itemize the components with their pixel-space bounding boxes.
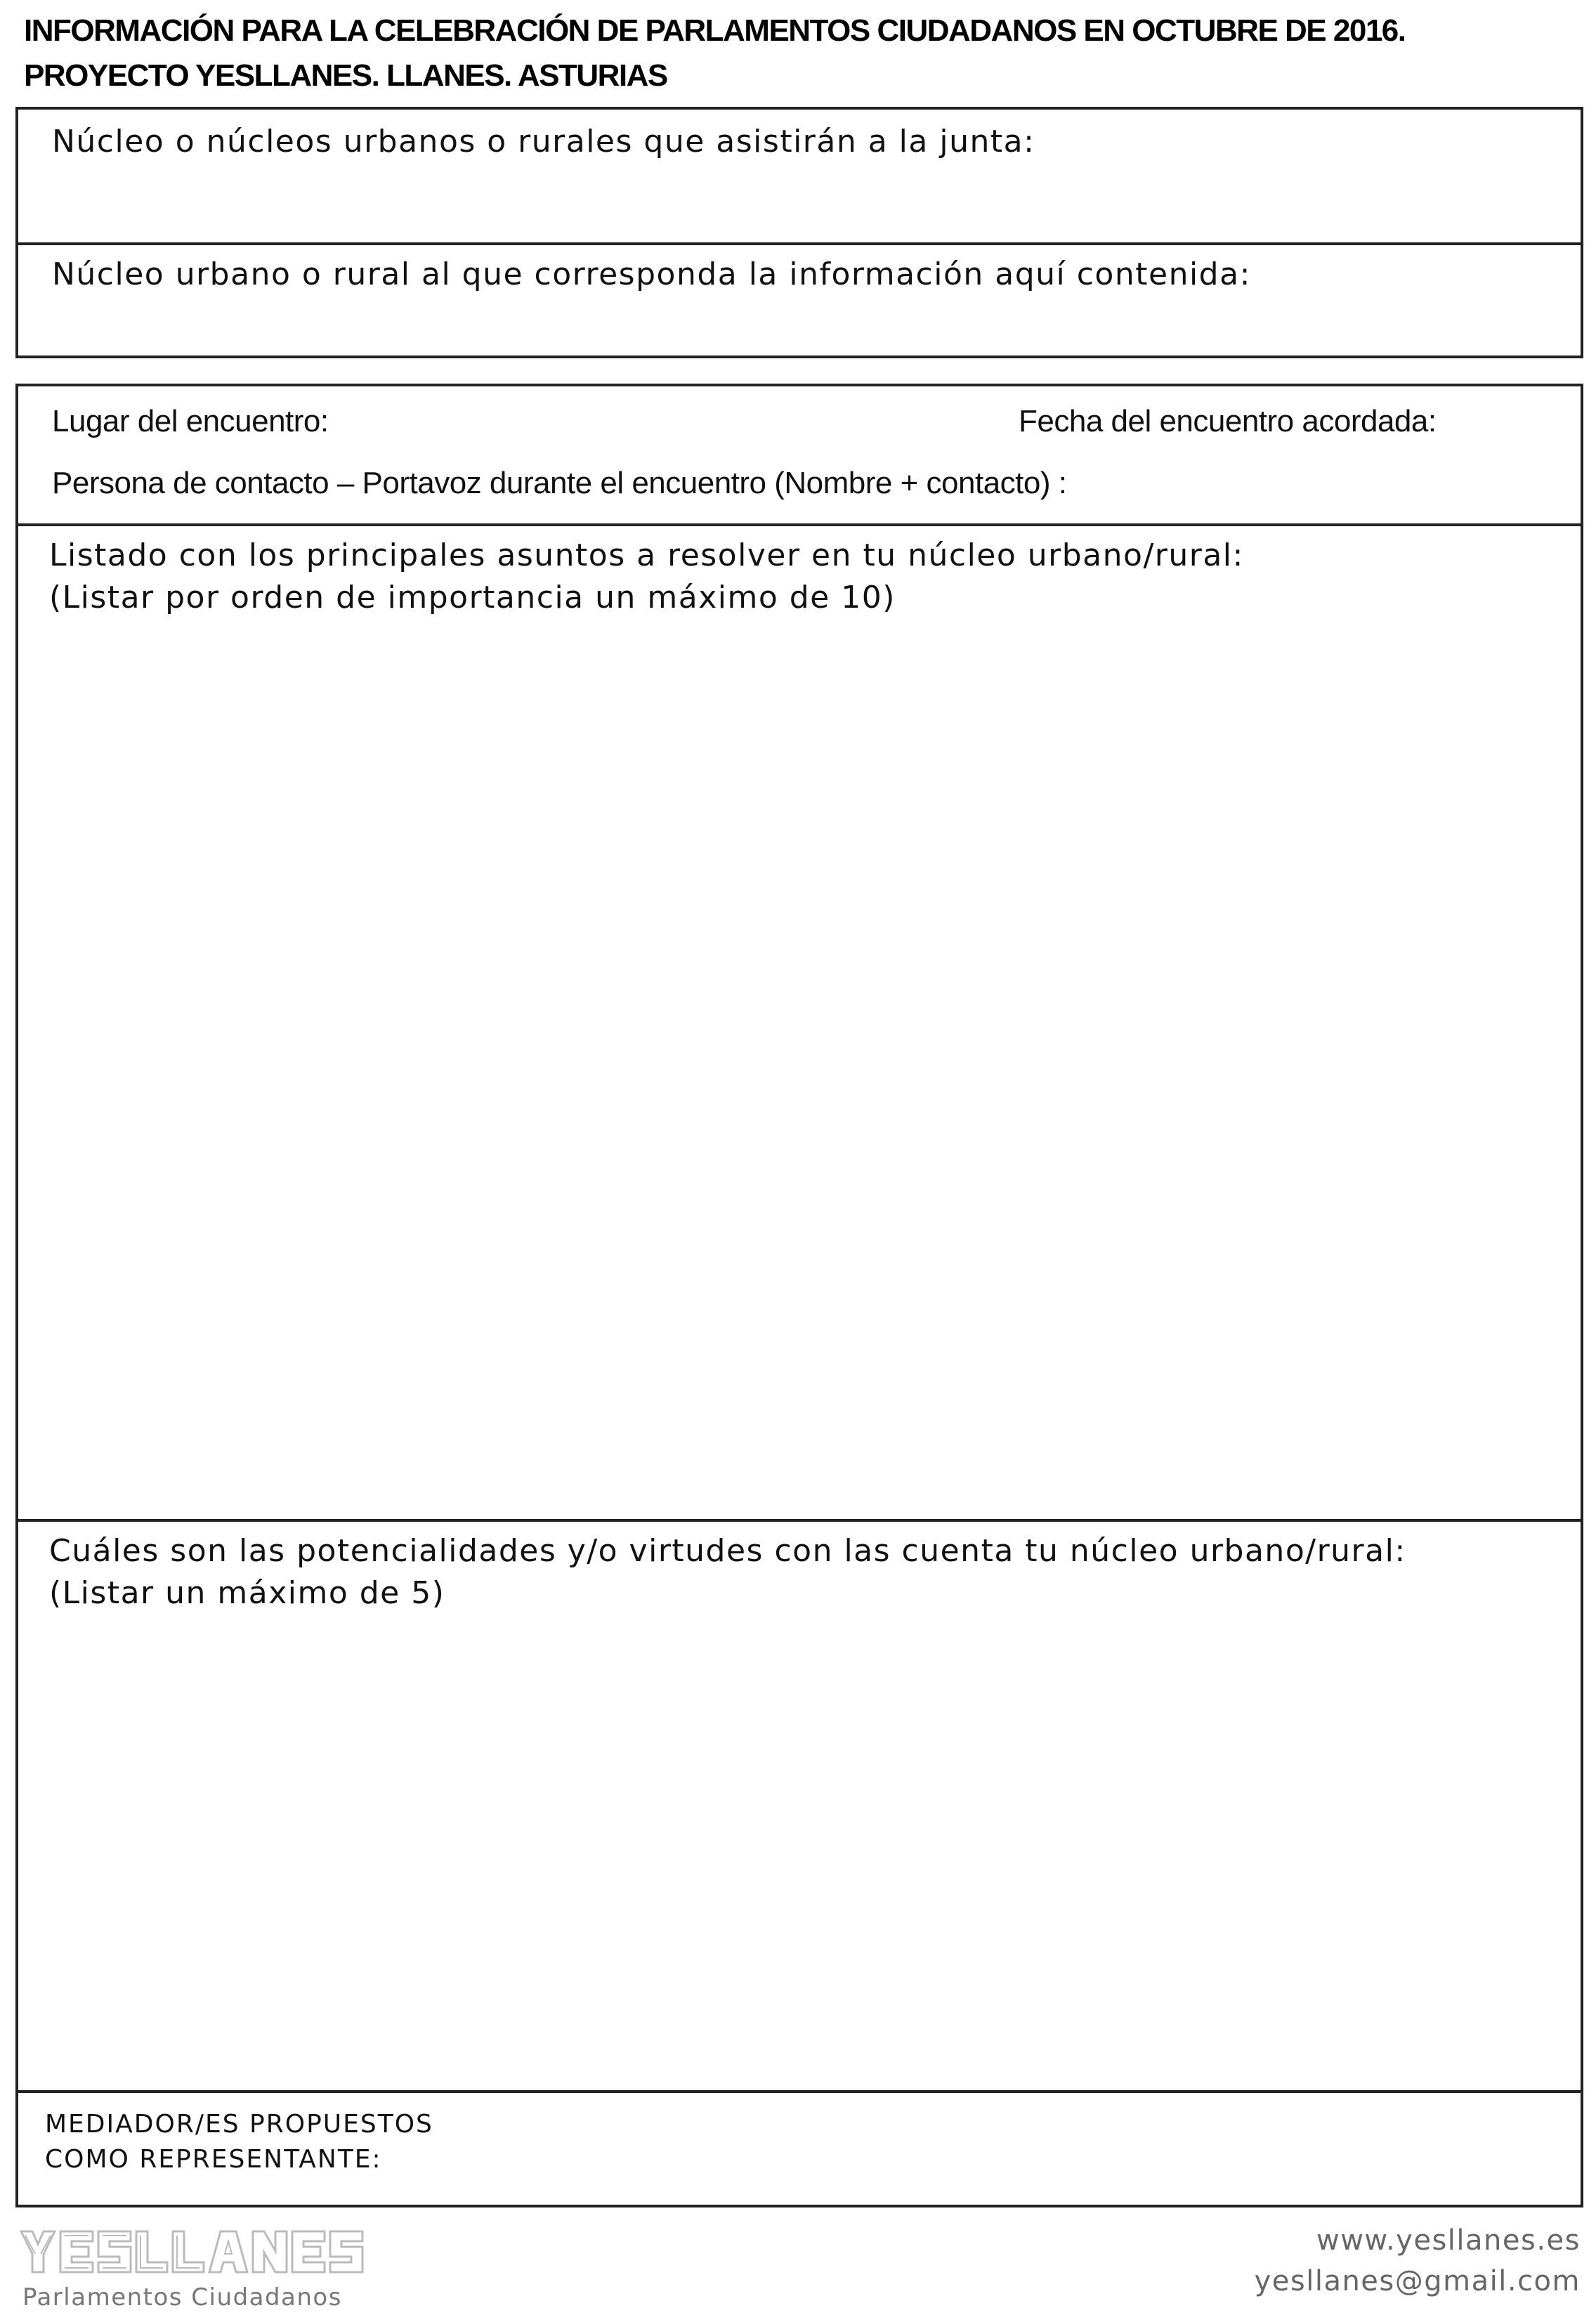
email-link[interactable]: yesllanes@gmail.com — [1254, 2265, 1581, 2297]
meeting-details-row — [18, 386, 1581, 523]
place-label: Lugar del encuentro: — [52, 404, 329, 438]
title-line-2: PROYECTO YESLLANES. LLANES. ASTURIAS — [24, 58, 667, 93]
info-nucleus-row — [18, 242, 1581, 356]
strengths-section — [18, 1519, 1581, 2090]
page-title — [24, 8, 1569, 98]
footer-contact — [1255, 2220, 1581, 2302]
issues-section — [18, 523, 1581, 1519]
info-nucleus-label: Núcleo urbano o rural al que corresponda la información aquí contenida: — [52, 256, 1251, 292]
date-label: Fecha del encuentro acordada: — [1019, 404, 1437, 438]
website-link[interactable]: www.yesllanes.es — [1316, 2224, 1581, 2257]
yesllanes-logo — [17, 2226, 368, 2281]
mediator-line-1: MEDIADOR/ES PROPUESTOS — [45, 2110, 433, 2139]
attendees-row — [18, 110, 1581, 242]
title-line-1: INFORMACIÓN PARA LA CELEBRACIÓN DE PARLAMENTOS CIUDADANOS EN OCTUBRE DE 2016. — [24, 13, 1406, 48]
meeting-box — [15, 384, 1583, 2207]
issues-hint: (Listar por orden de importancia un máximo de 10) — [49, 580, 896, 615]
strengths-label: Cuáles son las potencialidades y/o virtudes con las cuenta tu núcleo urbano/rural: — [49, 1533, 1406, 1569]
mediator-line-2: COMO REPRESENTANTE: — [45, 2145, 382, 2174]
strengths-hint: (Listar un máximo de 5) — [49, 1575, 445, 1611]
nucleus-box — [15, 107, 1583, 358]
issues-label: Listado con los principales asuntos a resolver en tu núcleo urbano/rural: — [49, 537, 1244, 573]
attendees-label: Núcleo o núcleos urbanos o rurales que asistirán a la junta: — [52, 124, 1035, 159]
mediator-section — [18, 2090, 1581, 2205]
logo-subtitle: Parlamentos Ciudadanos — [22, 2283, 342, 2311]
yesllanes-logo-mark — [17, 2226, 368, 2278]
contact-label: Persona de contacto – Portavoz durante el encuentro (Nombre + contacto) : — [52, 466, 1067, 500]
